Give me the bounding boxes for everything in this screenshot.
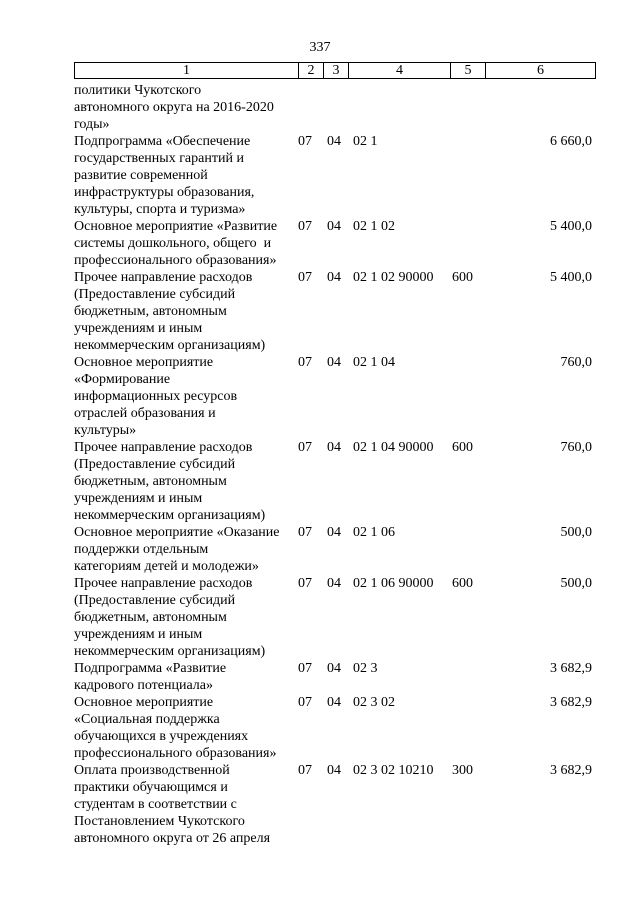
description-line: кадрового потенциала» [74, 678, 213, 693]
description-line: (Предоставление субсидий [74, 593, 236, 608]
expense-type-code: 600 [452, 440, 473, 455]
description-line: учреждениям и иным [74, 627, 203, 642]
subsection-code: 04 [327, 355, 341, 370]
description-line: бюджетным, автономным [74, 474, 227, 489]
target-article-code: 02 1 [353, 134, 378, 149]
target-article-code: 02 3 02 [353, 695, 395, 710]
section-code: 07 [298, 270, 312, 285]
header-col-4: 4 [349, 63, 451, 78]
header-col-5: 5 [451, 63, 486, 78]
subsection-code: 04 [327, 576, 341, 591]
description-line: Основное мероприятие [74, 355, 214, 370]
row-description [74, 354, 300, 439]
row-description [74, 524, 300, 575]
description-line: развитие современной [74, 168, 208, 183]
description-line: учреждениям и иным [74, 491, 203, 506]
description-line: культуры» [74, 423, 137, 438]
description-line: Основное мероприятие [74, 695, 214, 710]
target-article-code: 02 3 02 10210 [353, 763, 434, 778]
target-article-code: 02 3 [353, 661, 378, 676]
row-description [74, 575, 300, 660]
page-number: 337 [309, 40, 331, 55]
description-line: Основное мероприятие «Оказание [74, 525, 280, 540]
subsection-code: 04 [327, 661, 341, 676]
subsection-code: 04 [327, 440, 341, 455]
subsection-code: 04 [327, 695, 341, 710]
description-line: культуры, спорта и туризма» [74, 202, 246, 217]
target-article-code: 02 1 04 90000 [353, 440, 434, 455]
amount: 3 682,9 [550, 661, 592, 676]
subsection-code: 04 [327, 270, 341, 285]
header-col-1: 1 [75, 63, 299, 78]
description-line: студентам в соответствии с [74, 797, 237, 812]
table-row [74, 354, 596, 439]
target-article-code: 02 1 06 [353, 525, 395, 540]
amount: 3 682,9 [550, 763, 592, 778]
description-line: профессионального образования» [74, 746, 277, 761]
description-line: Прочее направление расходов [74, 270, 253, 285]
expense-type-code: 600 [452, 270, 473, 285]
description-line: «Формирование [74, 372, 171, 387]
description-line: обучающихся в учреждениях [74, 729, 249, 744]
description-line: системы дошкольного, общего и [74, 236, 272, 251]
header-col-6: 6 [537, 63, 544, 78]
section-code: 07 [298, 576, 312, 591]
description-line: автономного округа от 26 апреля [74, 831, 271, 846]
row-description [74, 762, 300, 847]
amount: 6 660,0 [550, 134, 592, 149]
table-row [74, 439, 596, 524]
description-line: некоммерческим организациям) [74, 508, 266, 523]
amount: 760,0 [560, 440, 592, 455]
header-col-2: 2 [299, 63, 324, 78]
table-row [74, 82, 596, 133]
description-line: Основное мероприятие «Развитие [74, 219, 278, 234]
section-code: 07 [298, 355, 312, 370]
amount: 500,0 [560, 525, 592, 540]
subsection-code: 04 [327, 219, 341, 234]
target-article-code: 02 1 02 [353, 219, 395, 234]
description-line: отраслей образования и [74, 406, 216, 421]
table-row [74, 575, 596, 660]
row-description [74, 133, 300, 218]
description-line: практики обучающимся и [74, 780, 228, 795]
amount: 5 400,0 [550, 219, 592, 234]
amount: 500,0 [560, 576, 592, 591]
table-row [74, 762, 596, 847]
table-row [74, 694, 596, 762]
row-description [74, 660, 300, 694]
section-code: 07 [298, 134, 312, 149]
description-line: Подпрограмма «Развитие [74, 661, 227, 676]
description-line: бюджетным, автономным [74, 304, 227, 319]
table-header [74, 62, 596, 79]
description-line: Подпрограмма «Обеспечение [74, 134, 251, 149]
target-article-code: 02 1 06 90000 [353, 576, 434, 591]
subsection-code: 04 [327, 763, 341, 778]
header-col-3: 3 [324, 63, 349, 78]
description-line: Прочее направление расходов [74, 576, 253, 591]
description-line: инфраструктуры образования, [74, 185, 255, 200]
description-line: информационных ресурсов [74, 389, 238, 404]
amount: 5 400,0 [550, 270, 592, 285]
expense-type-code: 300 [452, 763, 473, 778]
description-line: поддержки отдельным [74, 542, 209, 557]
table-row [74, 133, 596, 218]
row-description [74, 694, 300, 762]
description-line: годы» [74, 117, 110, 132]
description-line: Постановлением Чукотского [74, 814, 245, 829]
table-row [74, 524, 596, 575]
table-row [74, 269, 596, 354]
expense-type-code: 600 [452, 576, 473, 591]
subsection-code: 04 [327, 134, 341, 149]
table-body [74, 82, 596, 847]
row-description [74, 218, 300, 269]
section-code: 07 [298, 763, 312, 778]
description-line: Прочее направление расходов [74, 440, 253, 455]
amount: 3 682,9 [550, 695, 592, 710]
row-description [74, 269, 300, 354]
amount: 760,0 [560, 355, 592, 370]
description-line: Оплата производственной [74, 763, 230, 778]
section-code: 07 [298, 695, 312, 710]
description-line: профессионального образования» [74, 253, 277, 268]
description-line: учреждениям и иным [74, 321, 203, 336]
description-line: бюджетным, автономным [74, 610, 227, 625]
description-line: политики Чукотского [74, 83, 202, 98]
description-line: некоммерческим организациям) [74, 644, 266, 659]
description-line: некоммерческим организациям) [74, 338, 266, 353]
table-row [74, 660, 596, 694]
row-description [74, 82, 300, 133]
table-row [74, 218, 596, 269]
subsection-code: 04 [327, 525, 341, 540]
description-line: «Социальная поддержка [74, 712, 220, 727]
description-line: категориям детей и молодежи» [74, 559, 259, 574]
description-line: государственных гарантий и [74, 151, 244, 166]
row-description [74, 439, 300, 524]
target-article-code: 02 1 02 90000 [353, 270, 434, 285]
description-line: (Предоставление субсидий [74, 287, 236, 302]
section-code: 07 [298, 525, 312, 540]
description-line: автономного округа на 2016-2020 [74, 100, 274, 115]
description-line: (Предоставление субсидий [74, 457, 236, 472]
section-code: 07 [298, 219, 312, 234]
section-code: 07 [298, 440, 312, 455]
target-article-code: 02 1 04 [353, 355, 395, 370]
section-code: 07 [298, 661, 312, 676]
